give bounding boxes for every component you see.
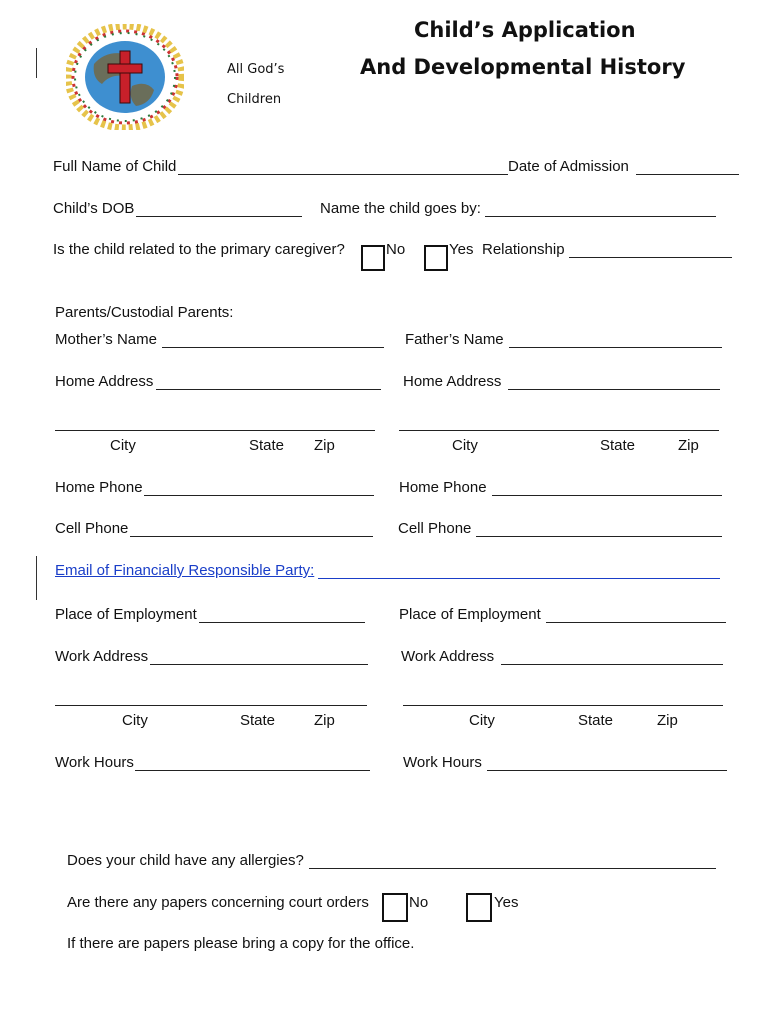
father-employment-field[interactable] bbox=[546, 622, 726, 623]
email-label: Email of Financially Responsible Party: bbox=[55, 562, 315, 579]
mother-cell-phone-label: Cell Phone bbox=[55, 520, 129, 537]
father-cell-phone-label: Cell Phone bbox=[398, 520, 472, 537]
allergies-label: Does your child have any allergies? bbox=[67, 852, 304, 869]
father-work-address-field[interactable] bbox=[501, 664, 723, 665]
father-work-address-label: Work Address bbox=[401, 648, 495, 665]
mother-city-label: City bbox=[110, 437, 136, 454]
goes-by-label: Name the child goes by: bbox=[320, 200, 481, 217]
email-field[interactable] bbox=[318, 578, 720, 579]
father-name-field[interactable] bbox=[509, 347, 722, 348]
court-orders-label: Are there any papers concerning court orders bbox=[67, 894, 369, 911]
relationship-field[interactable] bbox=[569, 257, 732, 258]
mother-employment-label: Place of Employment bbox=[55, 606, 197, 623]
father-state-label: State bbox=[600, 437, 636, 454]
full-name-field[interactable] bbox=[178, 174, 508, 175]
court-no-checkbox[interactable] bbox=[382, 893, 408, 922]
full-name-label: Full Name of Child bbox=[53, 158, 177, 175]
margin-bar bbox=[36, 48, 37, 78]
related-label: Is the child related to the primary caregiver? bbox=[53, 241, 345, 258]
mother-work-hours-field[interactable] bbox=[135, 770, 370, 771]
court-no-label: No bbox=[409, 894, 429, 911]
mother-work-address-line2-field[interactable] bbox=[55, 705, 367, 706]
allergies-field[interactable] bbox=[309, 868, 716, 869]
dob-field[interactable] bbox=[136, 216, 302, 217]
globe-cross-children-logo-icon bbox=[66, 24, 184, 130]
father-work-hours-label: Work Hours bbox=[403, 754, 482, 771]
related-no-label: No bbox=[386, 241, 406, 258]
date-admission-field[interactable] bbox=[636, 174, 739, 175]
mother-state-label: State bbox=[249, 437, 285, 454]
father-home-phone-label: Home Phone bbox=[399, 479, 487, 496]
court-yes-label: Yes bbox=[494, 894, 519, 911]
father-work-zip-label: Zip bbox=[657, 712, 678, 729]
mother-address-line2-field[interactable] bbox=[55, 430, 375, 431]
mother-home-address-field[interactable] bbox=[156, 389, 381, 390]
mother-work-address-field[interactable] bbox=[150, 664, 368, 665]
form-title-line2: And Developmental History bbox=[360, 55, 686, 79]
date-admission-label: Date of Admission bbox=[508, 158, 629, 175]
goes-by-field[interactable] bbox=[485, 216, 716, 217]
mother-work-state-label: State bbox=[240, 712, 276, 729]
mother-cell-phone-field[interactable] bbox=[130, 536, 373, 537]
father-address-line2-field[interactable] bbox=[399, 430, 719, 431]
father-name-label: Father’s Name bbox=[405, 331, 504, 348]
mother-employment-field[interactable] bbox=[199, 622, 365, 623]
mother-zip-label: Zip bbox=[314, 437, 335, 454]
related-yes-label: Yes bbox=[449, 241, 474, 258]
father-zip-label: Zip bbox=[678, 437, 699, 454]
father-home-address-label: Home Address bbox=[403, 373, 502, 390]
org-name-line2: Children bbox=[227, 92, 282, 107]
mother-work-hours-label: Work Hours bbox=[55, 754, 134, 771]
mother-work-city-label: City bbox=[122, 712, 148, 729]
related-no-checkbox[interactable] bbox=[361, 245, 385, 271]
father-work-state-label: State bbox=[578, 712, 614, 729]
mother-home-phone-label: Home Phone bbox=[55, 479, 143, 496]
dob-label: Child’s DOB bbox=[53, 200, 135, 217]
father-home-phone-field[interactable] bbox=[492, 495, 722, 496]
mother-name-label: Mother’s Name bbox=[55, 331, 157, 348]
form-title-line1: Child’s Application bbox=[414, 18, 636, 42]
margin-bar bbox=[36, 556, 37, 600]
related-yes-checkbox[interactable] bbox=[424, 245, 448, 271]
org-name-line1: All God’s bbox=[227, 62, 285, 77]
father-work-address-line2-field[interactable] bbox=[403, 705, 723, 706]
father-cell-phone-field[interactable] bbox=[476, 536, 722, 537]
mother-work-address-label: Work Address bbox=[55, 648, 149, 665]
father-work-hours-field[interactable] bbox=[487, 770, 727, 771]
mother-name-field[interactable] bbox=[162, 347, 384, 348]
parents-section-label: Parents/Custodial Parents: bbox=[55, 304, 234, 321]
relationship-label: Relationship bbox=[482, 241, 565, 258]
court-papers-note: If there are papers please bring a copy for the office. bbox=[67, 935, 415, 952]
father-work-city-label: City bbox=[469, 712, 495, 729]
court-yes-checkbox[interactable] bbox=[466, 893, 492, 922]
father-home-address-field[interactable] bbox=[508, 389, 720, 390]
mother-home-phone-field[interactable] bbox=[144, 495, 374, 496]
mother-home-address-label: Home Address bbox=[55, 373, 154, 390]
mother-work-zip-label: Zip bbox=[314, 712, 335, 729]
father-city-label: City bbox=[452, 437, 478, 454]
father-employment-label: Place of Employment bbox=[399, 606, 541, 623]
